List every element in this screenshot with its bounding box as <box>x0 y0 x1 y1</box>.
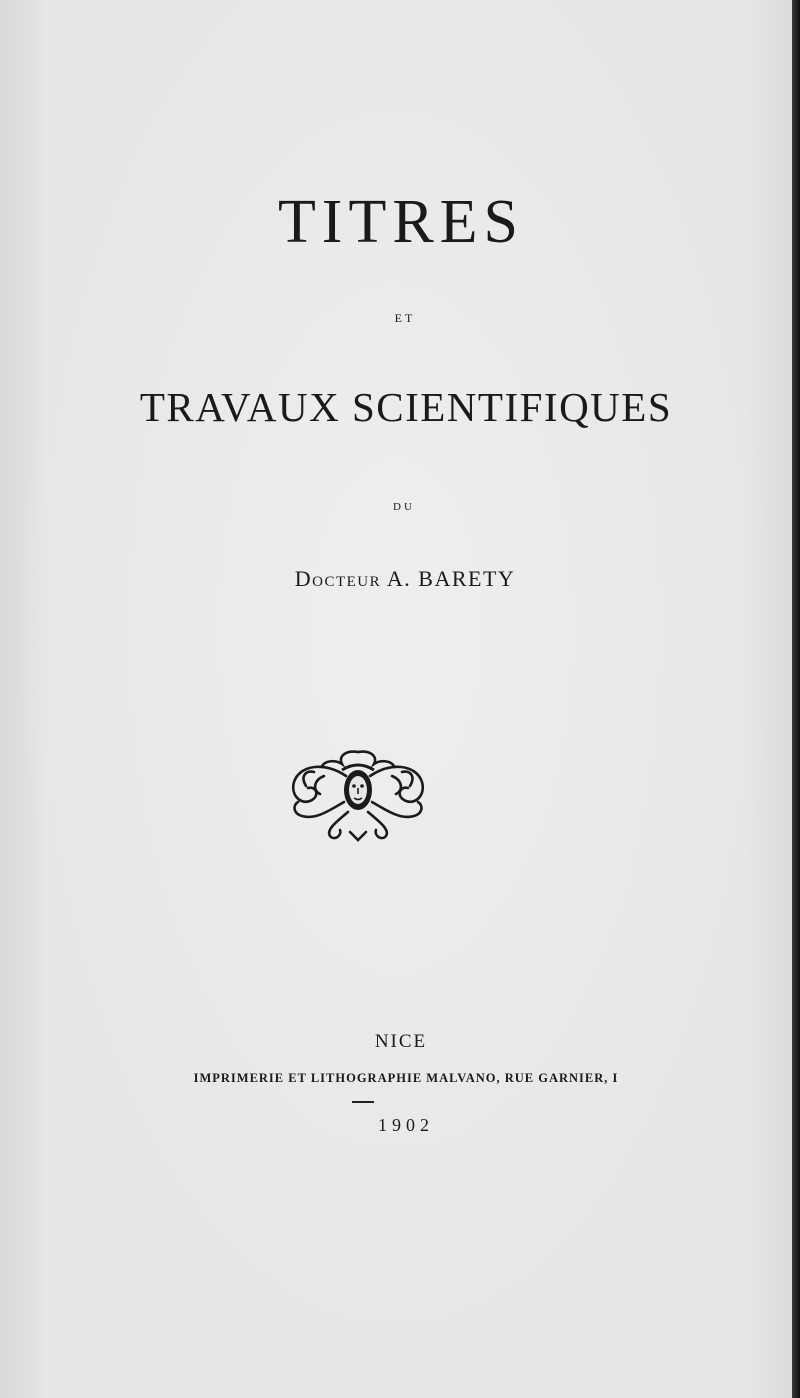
preposition-text: DU <box>393 501 415 513</box>
fleuron-icon <box>286 746 430 842</box>
author-name: Docteur A. BARETY <box>294 566 516 591</box>
imprint-year: 1902 <box>378 1115 434 1135</box>
imprint-city: NICE <box>374 1031 428 1052</box>
page-edge-shadow <box>792 0 800 1398</box>
divider <box>352 1101 374 1103</box>
imprint-printer: IMPRIMERIE ET LITHOGRAPHIE MALVANO, RUE GARNIER, I <box>193 1071 619 1085</box>
page-title: TITRES <box>277 188 525 256</box>
conjunction-text: ET <box>394 311 416 325</box>
page-subtitle: TRAVAUX SCIENTIFIQUES <box>139 384 673 430</box>
